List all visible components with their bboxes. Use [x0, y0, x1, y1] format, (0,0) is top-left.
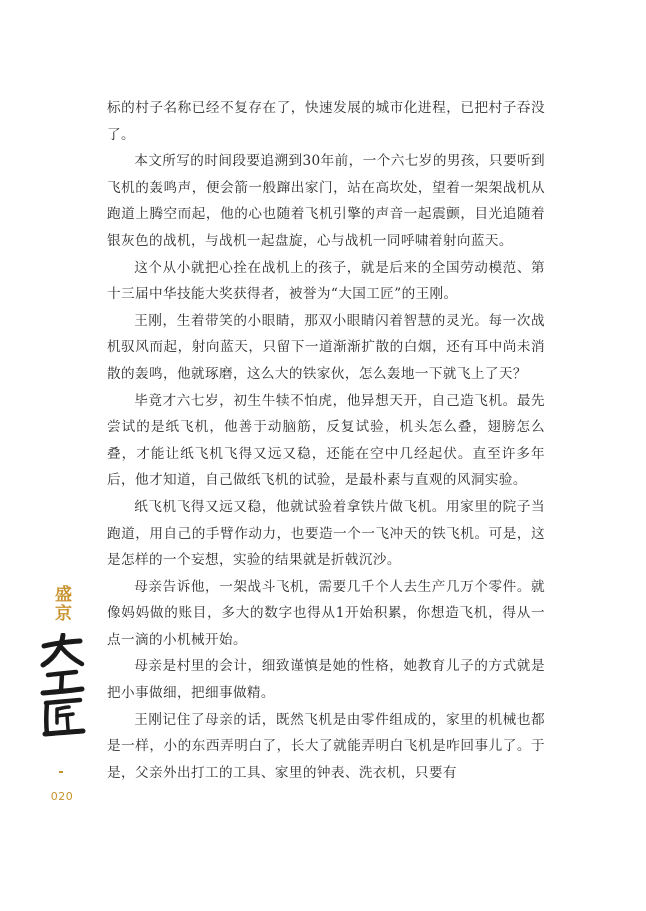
paragraph: 标的村子名称已经不复存在了，快速发展的城市化进程，已把村子吞没了。 — [107, 100, 545, 143]
series-calligraphy-logo — [38, 633, 86, 739]
paragraph: 这个从小就把心拴在战机上的孩子，就是后来的全国劳动模范、第十三届中华技能大奖获得者，被誉为“大国工匠”的王刚。 — [107, 259, 545, 303]
paragraph: 母亲告诉他，一架战斗飞机，需要几千个人去生产几万个零件。就像妈妈做的账目，多大的数字也得从1开始积累，你想造飞机，得从一点一滴的小机械开始。 — [107, 578, 545, 648]
paragraph: 纸飞机飞得又远又稳，他就试验着拿铁片做飞机。用家里的院子当跑道，用自己的手臂作动力，也要造一个一飞冲天的铁飞机。可是，这是怎样的一个妄想，实验的结果就是折戟沉沙。 — [107, 498, 545, 569]
paragraph: 王刚，生着带笑的小眼睛，那双小眼睛闪着智慧的灵光。每一次战机驭风而起，射向蓝天，只留下一道渐渐扩散的白烟，还有耳中尚未消散的轰鸣，他就琢磨，这么大的铁家伙，怎么轰地一下就飞上了天？ — [107, 312, 545, 382]
paragraph: 毕竟才六七岁，初生牛犊不怕虎，他异想天开，自己造飞机。最先尝试的是纸飞机，他善于动脑筋，反复试验，机头怎么叠，翅膀怎么叠，才能让纸飞机飞得又远又稳，还能在空中几经起伏。直至许多年后，他才知道，自己做纸飞机的试验，是最朴素与直观的风洞实验。 — [107, 392, 545, 489]
series-name-small: 盛京 — [51, 585, 71, 623]
series-sidebar — [38, 585, 86, 815]
body-text — [107, 95, 545, 786]
paragraph: 本文所写的时间段要追溯到30年前，一个六七岁的男孩，只要听到飞机的轰鸣声，便会箭一般蹿出家门，站在高坎处，望着一架架战机从跑道上腾空而起，他的心也随着飞机引擎的声音一起震颤，目光追随着银灰色的战机，与战机一起盘旋，心与战机一同呼啸着射向蓝天。 — [107, 153, 545, 249]
sidebar-divider — [59, 771, 63, 773]
page-number: 020 — [50, 790, 74, 803]
paragraph: 王刚记住了母亲的话，既然飞机是由零件组成的，家里的机械也都是一样，小的东西弄明白了，长大了就能弄明白飞机是咋回事儿了。于是，父亲外出打工的工具、家里的钟表、洗衣机，只要有 — [107, 711, 545, 781]
paragraph: 母亲是村里的会计，细致谨慎是她的性格，她教育儿子的方式就是把小事做细，把细事做精。 — [107, 658, 545, 702]
